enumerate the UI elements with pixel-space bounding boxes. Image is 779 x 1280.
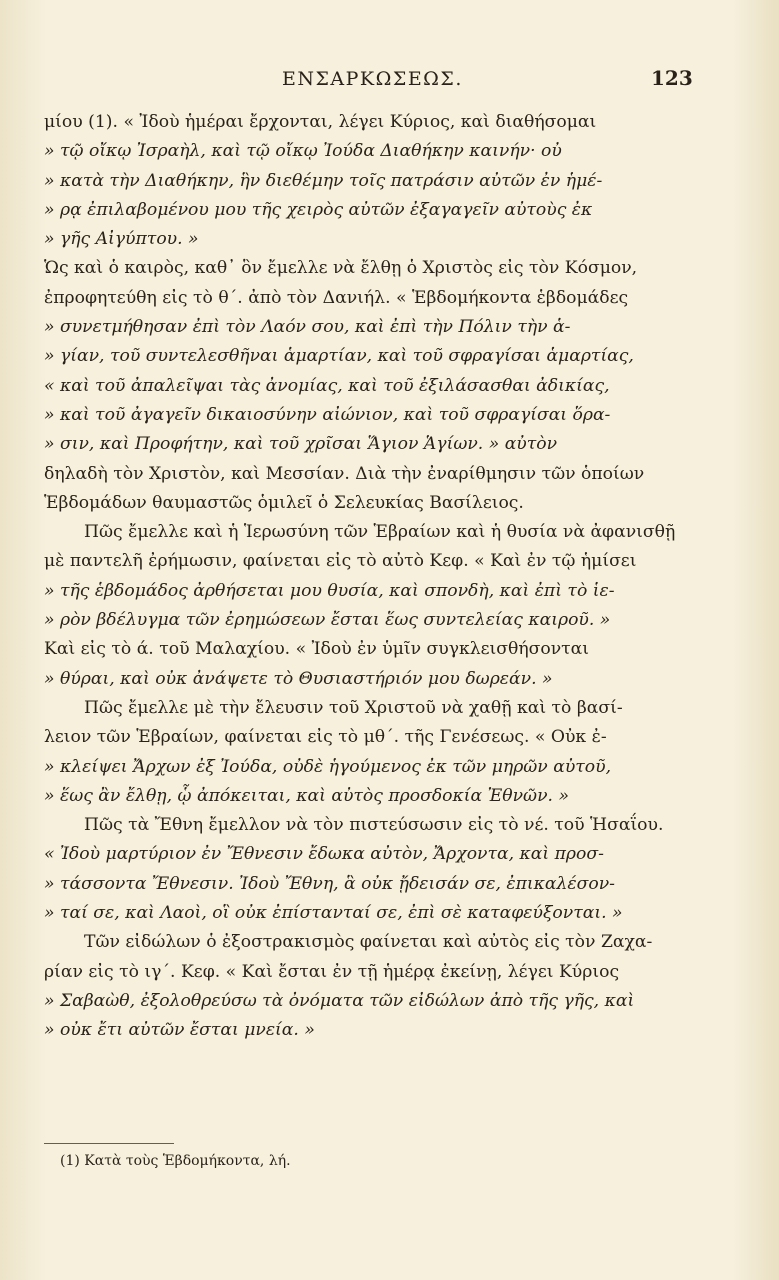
text-line: » θύραι, καὶ οὐκ ἀνάψετε τὸ Θυσιαστήριόν μου δωρεάν. » xyxy=(44,668,553,689)
page-number: 123 xyxy=(651,66,693,90)
running-title: ΕΝΣΑΡΚΩΣΕΩΣ. xyxy=(282,68,463,90)
text-line: λειον τῶν Ἑβραίων, φαίνεται εἰς τὸ μθ΄. τῆς Γενέσεως. « Οὐκ ἐ- xyxy=(44,727,607,748)
text-line: » συνετμήθησαν ἐπὶ τὸν Λαόν σου, καὶ ἐπὶ τὴν Πόλιν τὴν ἁ- xyxy=(44,317,571,338)
text-line: » σιν, καὶ Προφήτην, καὶ τοῦ χρῖσαι Ἅγιον Ἁγίων. » αὐτὸν xyxy=(44,434,558,455)
text-line: Καὶ εἰς τὸ ά. τοῦ Μαλαχίου. « Ἰδοὺ ἐν ὑμῖν συγκλεισθήσονται xyxy=(44,639,590,660)
text-line: » γίαν, τοῦ συντελεσθῆναι ἁμαρτίαν, καὶ τοῦ σφραγίσαι ἁμαρτίας, xyxy=(44,346,634,367)
text-line: » οὐκ ἔτι αὐτῶν ἔσται μνεία. » xyxy=(44,1020,315,1041)
footnote-rule xyxy=(44,1143,174,1144)
text-line: » τάσσοντα Ἔθνεσιν. Ἰδοὺ Ἔθνη, ἃ οὐκ ᾔδεισάν σε, ἐπικαλέσον- xyxy=(44,873,615,894)
text-line: ρίαν εἰς τὸ ιγ΄. Κεφ. « Καὶ ἔσται ἐν τῇ ἡμέρᾳ ἐκείνῃ, λέγει Κύριος xyxy=(44,961,620,982)
text-line: Ὡς καὶ ὁ καιρὸς, καθ᾽ ὃν ἔμελλε νὰ ἔλθῃ ὁ Χριστὸς εἰς τὸν Κόσμον, xyxy=(44,258,638,279)
text-line: » ἕως ἂν ἔλθῃ, ᾧ ἀπόκειται, καὶ αὐτὸς προσδοκία Ἐθνῶν. » xyxy=(44,785,569,806)
text-line: Πῶς ἔμελλε καὶ ἡ Ἱερωσύνη τῶν Ἑβραίων καὶ ἡ θυσία νὰ ἀφανισθῇ xyxy=(84,522,676,543)
text-line: » κατὰ τὴν Διαθήκην, ἣν διεθέμην τοῖς πατράσιν αὐτῶν ἐν ἡμέ- xyxy=(44,170,603,191)
text-line: » ρᾳ ἐπιλαβομένου μου τῆς χειρὸς αὐτῶν ἐξαγαγεῖν αὐτοὺς ἐκ xyxy=(44,199,593,220)
text-line: » καὶ τοῦ ἀγαγεῖν δικαιοσύνην αἰώνιον, καὶ τοῦ σφραγίσαι ὅρα- xyxy=(44,404,611,425)
text-line: Τῶν εἰδώλων ὁ ἐξοστρακισμὸς φαίνεται καὶ αὐτὸς εἰς τὸν Ζαχα- xyxy=(84,932,653,953)
body-text xyxy=(44,108,744,1046)
footnote: (1) Κατὰ τοὺς Ἑβδομήκοντα, λή. xyxy=(60,1153,291,1169)
text-line: ἐπροφητεύθη εἰς τὸ θ΄. ἀπὸ τὸν Δανιήλ. « Ἑβδομήκοντα ἑβδομάδες xyxy=(44,287,629,308)
text-line: μὲ παντελῆ ἐρήμωσιν, φαίνεται εἰς τὸ αὐτὸ Κεφ. « Καὶ ἐν τῷ ἡμίσει xyxy=(44,551,637,572)
text-line: δηλαδὴ τὸν Χριστὸν, καὶ Μεσσίαν. Διὰ τὴν ἐναρίθμησιν τῶν ὁποίων xyxy=(44,463,645,484)
text-line: Πῶς ἔμελλε μὲ τὴν ἔλευσιν τοῦ Χριστοῦ νὰ χαθῇ καὶ τὸ βασί- xyxy=(84,697,623,718)
text-line: Πῶς τὰ Ἔθνη ἔμελλον νὰ τὸν πιστεύσωσιν εἰς τὸ νέ. τοῦ Ἡσαΐου. xyxy=(84,815,664,836)
text-line: » κλείψει Ἄρχων ἐξ Ἰούδα, οὐδὲ ἡγούμενος ἐκ τῶν μηρῶν αὐτοῦ, xyxy=(44,756,612,777)
text-line: « Ἰδοὺ μαρτύριον ἐν Ἔθνεσιν ἔδωκα αὐτὸν, Ἄρχοντα, καὶ προσ- xyxy=(44,844,604,865)
page-header xyxy=(0,68,779,96)
text-line: » ταί σε, καὶ Λαοὶ, οἳ οὐκ ἐπίστανταί σε, ἐπὶ σὲ καταφεύξονται. » xyxy=(44,903,623,924)
text-line: μίου (1). « Ἰδοὺ ἡμέραι ἔρχονται, λέγει Κύριος, καὶ διαθήσομαι xyxy=(44,112,597,132)
text-line: » τῆς ἑβδομάδος ἀρθήσεται μου θυσία, καὶ σπονδὴ, καὶ ἐπὶ τὸ ἱε- xyxy=(44,580,615,601)
text-line: » τῷ οἴκῳ Ἰσραὴλ, καὶ τῷ οἴκῳ Ἰούδα Διαθήκην καινήν· οὐ xyxy=(44,141,562,162)
text-line: » γῆς Αἰγύπτου. » xyxy=(44,229,199,250)
text-line: » ρὸν βδέλυγμα τῶν ἐρημώσεων ἔσται ἕως συντελείας καιροῦ. » xyxy=(44,610,611,631)
text-line: « καὶ τοῦ ἀπαλεῖψαι τὰς ἀνομίας, καὶ τοῦ ἐξιλάσασθαι ἀδικίας, xyxy=(44,375,610,396)
text-line: » Σαβαὼθ, ἐξολοθρεύσω τὰ ὀνόματα τῶν εἰδώλων ἀπὸ τῆς γῆς, καὶ xyxy=(44,990,635,1011)
text-line: Ἑβδομάδων θαυμαστῶς ὁμιλεῖ ὁ Σελευκίας Βασίλειος. xyxy=(44,492,524,513)
